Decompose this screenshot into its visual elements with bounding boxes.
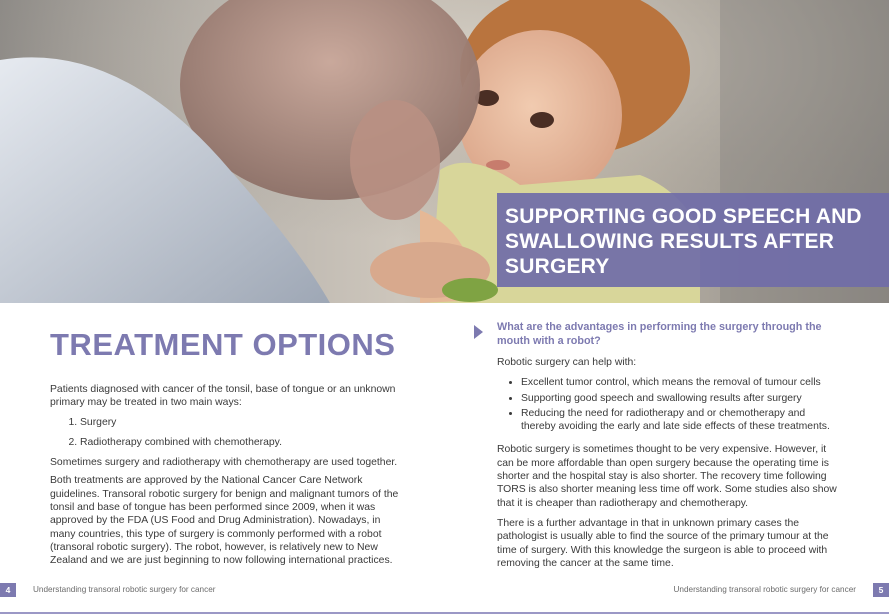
advantages-lead: Robotic surgery can help with: bbox=[497, 357, 637, 368]
left-footer-title: Understanding transoral robotic surgery for cancer bbox=[33, 585, 216, 594]
left-page-number: 4 bbox=[0, 583, 16, 597]
treatment-list bbox=[50, 416, 400, 450]
combined-paragraph: Sometimes surgery and radiotherapy with chemotherapy are used together. bbox=[50, 457, 398, 469]
unknown-primary-paragraph: There is a further advantage in that in unknown primary cases the pathologist is usually able to find the source of the primary tumour at the time of surgery. With this knowledge the surgeon is able to proceed with removing the cancer at the same time. bbox=[497, 517, 829, 569]
right-page-number: 5 bbox=[873, 583, 889, 597]
advantage-item: • Excellent tumor control, which means the removal of tumour cells bbox=[521, 376, 837, 389]
hero-photo bbox=[0, 0, 889, 303]
treatment-item: 1. Surgery bbox=[80, 416, 400, 429]
intro-paragraph: Patients diagnosed with cancer of the tonsil, base of tongue or an unknown primary may be treated in two main ways: bbox=[50, 384, 396, 409]
page-heading: TREATMENT OPTIONS bbox=[50, 327, 396, 362]
advantage-item: • Supporting good speech and swallowing results after surgery bbox=[521, 392, 837, 405]
treatment-item: 2. Radiotherapy combined with chemotherapy. bbox=[80, 436, 400, 449]
approval-paragraph: Both treatments are approved by the National Cancer Care Network guidelines. Transoral robotic surgery for benign and malignant tumors of the tonsil and base of tongue has been performed since 2009, when it was approved by the FDA (US Food and Drug Administration). Nowadays, in many countries, this type of surgery is commonly performed with a robot (transoral robotic surgery). The robot, however, is relatively new to New Zealand and we are just beginning to now following international practices. bbox=[50, 475, 399, 567]
advantage-item: • Reducing the need for radiotherapy and or chemotherapy and thereby avoiding the early and late side effects of these treatments. bbox=[521, 407, 837, 434]
right-column bbox=[497, 321, 837, 577]
section-arrow-icon bbox=[474, 325, 483, 339]
advantages-heading: What are the advantages in performing the surgery through the mouth with a robot? bbox=[497, 321, 822, 347]
hero-title-box bbox=[497, 193, 889, 287]
right-footer-title: Understanding transoral robotic surgery for cancer bbox=[673, 585, 856, 594]
left-column bbox=[50, 325, 400, 573]
cost-paragraph: Robotic surgery is sometimes thought to be very expensive. However, it can be more affordable than open surgery because the operating time is shorter and the hospital stay is also shorter. The recovery time following TORS is also shorter meaning less time off work. Some studies also show that it is cheaper than radiotherapy and chemotherapy. bbox=[497, 444, 837, 509]
hero-title: SUPPORTING GOOD SPEECH AND SWALLOWING RESULTS AFTER SURGERY bbox=[505, 205, 862, 278]
advantages-list bbox=[497, 376, 837, 433]
page-footer bbox=[0, 583, 889, 597]
